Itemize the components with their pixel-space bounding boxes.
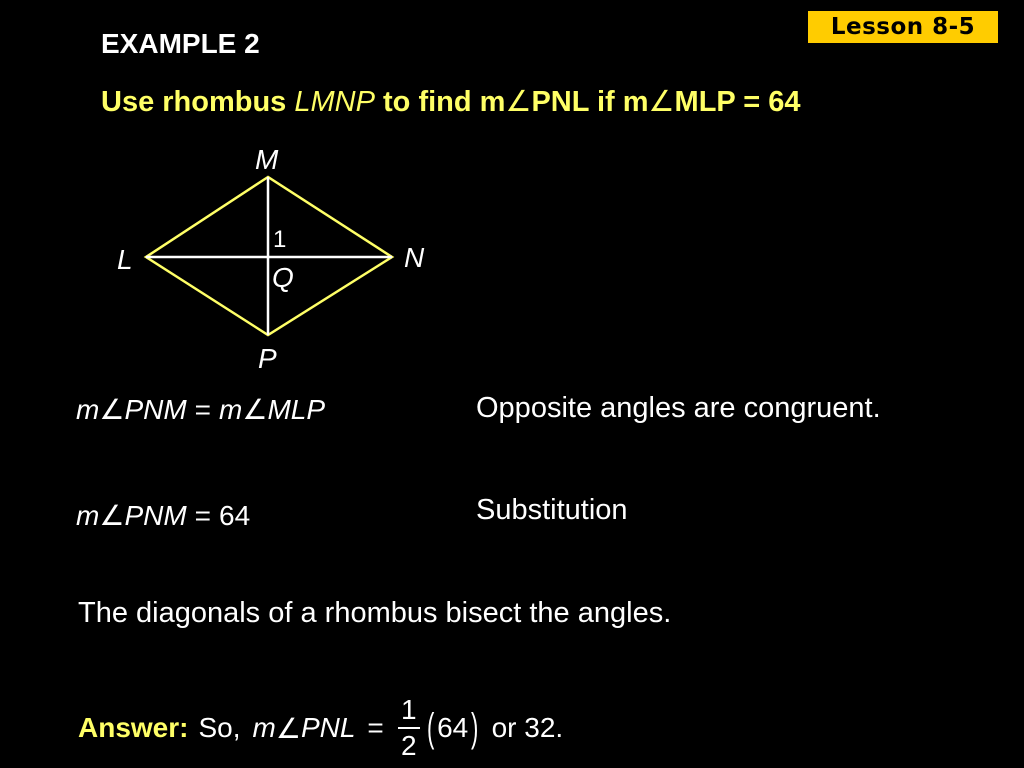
problem-prompt [101, 84, 801, 119]
equals-sign: = [194, 394, 212, 425]
close-paren: ) [471, 705, 479, 750]
vertex-label-m: M [255, 144, 279, 175]
answer-value: 64 [437, 712, 469, 743]
answer-line [78, 688, 563, 768]
step-2-equation [76, 499, 250, 532]
value: 64 [219, 500, 251, 531]
fraction-numerator: 1 [400, 694, 417, 725]
step-1-reason: Opposite angles are congruent. [476, 392, 881, 424]
vertex-label-p: P [258, 343, 277, 374]
angle-name: MLP [267, 394, 326, 425]
measure-m: m [252, 712, 276, 743]
open-paren: ( [426, 705, 435, 750]
statement-text: The diagonals of a rhombus bisect the angles. [78, 597, 672, 629]
step-1-equation [76, 393, 325, 426]
angle-icon: ∠ [648, 86, 675, 118]
measure-m: m [76, 394, 100, 425]
prompt-text-3: PNL if m [531, 86, 649, 118]
angle-icon: ∠ [242, 394, 268, 425]
prompt-text-4: MLP = 64 [674, 86, 801, 118]
vertex-label-l: L [117, 244, 133, 275]
measure-m: m [76, 500, 100, 531]
angle-icon: ∠ [275, 712, 301, 744]
angle-icon: ∠ [505, 86, 532, 118]
angle-name: PNM [124, 394, 187, 425]
angle-mark-1: 1 [273, 226, 287, 253]
angle-icon: ∠ [99, 394, 125, 425]
fraction-denominator: 2 [400, 730, 417, 761]
answer-suffix: or 32. [491, 712, 564, 743]
answer-label: Answer: [78, 712, 189, 743]
prompt-text-2: to find m [374, 86, 506, 118]
prompt-figure-name: LMNP [294, 86, 375, 118]
lesson-badge: Lesson 8-5 [808, 11, 998, 43]
step-2-reason: Substitution [476, 494, 628, 526]
equals-sign: = [194, 500, 212, 531]
measure-m: m [219, 394, 243, 425]
prompt-text-1: Use rhombus [101, 86, 295, 118]
fraction-one-half [398, 693, 420, 763]
angle-name: PNL [300, 712, 356, 743]
rhombus-diagram [100, 135, 460, 380]
angle-name: PNM [124, 500, 187, 531]
answer-prefix: So, [198, 712, 241, 743]
center-label-q: Q [272, 262, 294, 293]
equals-sign: = [367, 712, 384, 743]
example-heading: EXAMPLE 2 [101, 28, 260, 59]
angle-icon: ∠ [99, 500, 125, 531]
vertex-label-n: N [404, 242, 425, 273]
